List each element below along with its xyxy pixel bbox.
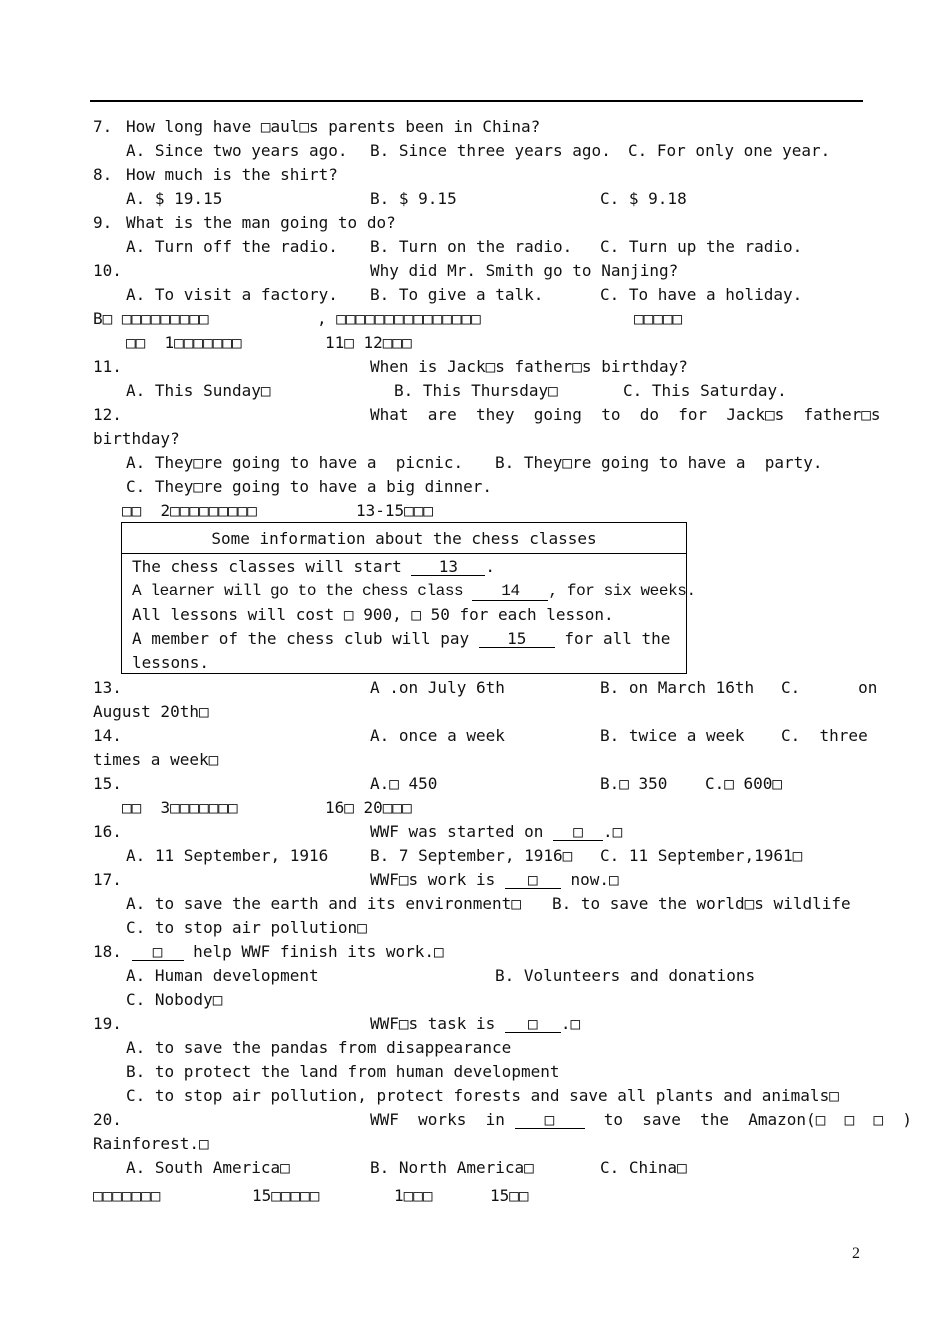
chess-line-1-end: . bbox=[485, 557, 495, 576]
blank-15: 15 bbox=[479, 630, 555, 648]
q19-option-b: B. to protect the land from human development bbox=[126, 1062, 560, 1081]
q12-question: What are they going to do for Jack□s father□s bbox=[370, 405, 881, 424]
q12-option-c: C. They□re going to have a big dinner. bbox=[126, 477, 493, 496]
q12-option-b: B. They□re going to have a party. bbox=[495, 453, 823, 472]
q16-text: WWF was started on bbox=[370, 822, 554, 841]
q20-question bbox=[370, 1110, 912, 1130]
q14-option-c-cont: times a week□ bbox=[93, 750, 219, 769]
q18-option-a: A. Human development bbox=[126, 966, 319, 985]
dialogue-1-instruction: □□ 1□□□□□□□ bbox=[126, 333, 242, 352]
chess-line-4-end: for all the bbox=[554, 629, 671, 648]
q17-option-c: C. to stop air pollution□ bbox=[126, 918, 367, 937]
q19-text: WWF□s task is bbox=[370, 1014, 505, 1033]
q8-option-a: A. $ 19.15 bbox=[126, 189, 223, 208]
q19-number: 19. bbox=[93, 1014, 122, 1033]
q15-option-c: C.□ 600□ bbox=[705, 774, 783, 793]
q17-blank: □ bbox=[505, 871, 561, 889]
dialogue-2-instruction: □□ 2□□□□□□□□□ bbox=[122, 501, 257, 520]
part-b-heading-3: □□□□□ bbox=[634, 309, 683, 328]
q20-end: to save the Amazon(□ □ □ ) bbox=[584, 1110, 913, 1129]
q11-question: When is Jack□s father□s birthday? bbox=[370, 357, 688, 376]
q19-option-a: A. to save the pandas from disappearance bbox=[126, 1038, 512, 1057]
q10-option-a: A. To visit a factory. bbox=[126, 285, 338, 304]
chess-line-4-text: A member of the chess club will pay bbox=[132, 629, 479, 648]
q15-option-a: A.□ 450 bbox=[370, 774, 438, 793]
q7-number: 7. bbox=[93, 117, 113, 136]
q8-option-b: B. $ 9.15 bbox=[370, 189, 457, 208]
q12-option-a: A. They□re going to have a picnic. bbox=[126, 453, 464, 472]
q20-number: 20. bbox=[93, 1110, 122, 1129]
q13-number: 13. bbox=[93, 678, 122, 697]
dialogue-1-range: 11□ 12□□□ bbox=[325, 333, 412, 352]
dialogue-2-range: 13-15□□□ bbox=[356, 501, 434, 520]
chess-info-line-3: All lessons will cost □ 900, □ 50 for each lesson. bbox=[132, 605, 614, 624]
q14-number: 14. bbox=[93, 726, 122, 745]
q19-blank: □ bbox=[505, 1015, 561, 1033]
q11-option-b: B. This Thursday□ bbox=[394, 381, 558, 400]
q10-number: 10. bbox=[93, 261, 122, 280]
q7-option-c: C. For only one year. bbox=[628, 141, 831, 160]
q19-end: .□ bbox=[560, 1014, 581, 1033]
q9-number: 9. bbox=[93, 213, 113, 232]
q10-option-c: C. To have a holiday. bbox=[600, 285, 803, 304]
q17-option-a: A. to save the earth and its environment□ bbox=[126, 894, 521, 913]
q8-option-c: C. $ 9.18 bbox=[600, 189, 687, 208]
chess-info-line-2 bbox=[132, 581, 696, 601]
q14-option-b: B. twice a week bbox=[600, 726, 745, 745]
q12-question-cont: birthday? bbox=[93, 429, 180, 448]
q17-option-b: B. to save the world□s wildlife bbox=[552, 894, 851, 913]
q17-end: now.□ bbox=[560, 870, 619, 889]
part-b-heading-1: B□ □□□□□□□□□ bbox=[93, 309, 209, 328]
q13-option-c: C. on bbox=[781, 678, 878, 697]
q16-number: 16. bbox=[93, 822, 122, 841]
q18-text: help WWF finish its work.□ bbox=[183, 942, 444, 961]
q15-option-b: B.□ 350 bbox=[600, 774, 668, 793]
chess-info-title: Some information about the chess classes bbox=[122, 523, 686, 554]
blank-13: 13 bbox=[411, 558, 485, 576]
chess-info-line-5: lessons. bbox=[132, 653, 210, 672]
chess-line-2-text: A learner will go to the chess class bbox=[132, 582, 473, 600]
q8-number: 8. bbox=[93, 165, 113, 184]
q16-option-c: C. 11 September,1961□ bbox=[600, 846, 803, 865]
q12-number: 12. bbox=[93, 405, 122, 424]
section-heading-4: 15□□ bbox=[490, 1186, 529, 1205]
q8-question: How much is the shirt? bbox=[126, 165, 338, 184]
q15-number: 15. bbox=[93, 774, 122, 793]
dialogue-3-range: 16□ 20□□□ bbox=[325, 798, 412, 817]
q16-option-a: A. 11 September, 1916 bbox=[126, 846, 329, 865]
q16-blank: □ bbox=[553, 823, 603, 841]
q14-option-a: A. once a week bbox=[370, 726, 505, 745]
q13-option-a: A .on July 6th bbox=[370, 678, 505, 697]
page-number: 2 bbox=[852, 1245, 860, 1262]
q9-option-c: C. Turn up the radio. bbox=[600, 237, 803, 256]
q7-question: How long have □aul□s parents been in China? bbox=[126, 117, 541, 136]
q20-option-b: B. North America□ bbox=[370, 1158, 534, 1177]
q13-option-b: B. on March 16th bbox=[600, 678, 755, 697]
q13-option-c-cont: August 20th□ bbox=[93, 702, 209, 721]
q11-option-c: C. This Saturday. bbox=[623, 381, 787, 400]
q19-question bbox=[370, 1014, 580, 1034]
chess-info-line-4 bbox=[132, 629, 670, 649]
header-rule bbox=[90, 100, 863, 102]
chess-line-1-text: The chess classes will start bbox=[132, 557, 412, 576]
section-heading-3: 1□□□ bbox=[394, 1186, 433, 1205]
q10-question: Why did Mr. Smith go to Nanjing? bbox=[370, 261, 679, 280]
q18-option-b: B. Volunteers and donations bbox=[495, 966, 756, 985]
q20-text: WWF works in bbox=[370, 1110, 515, 1129]
q14-option-c: C. three bbox=[781, 726, 868, 745]
q18-option-c: C. Nobody□ bbox=[126, 990, 223, 1009]
q18-number: 18. bbox=[93, 942, 122, 961]
q17-question bbox=[370, 870, 619, 890]
chess-line-2-end: , for six weeks. bbox=[548, 582, 696, 600]
q16-end: .□ bbox=[603, 822, 623, 841]
q19-option-c: C. to stop air pollution, protect forests and save all plants and animals□ bbox=[126, 1086, 839, 1105]
q11-number: 11. bbox=[93, 357, 122, 376]
section-heading-2: 15□□□□□ bbox=[252, 1186, 320, 1205]
q10-option-b: B. To give a talk. bbox=[370, 285, 544, 304]
q18-blank: □ bbox=[132, 943, 184, 961]
q16-option-b: B. 7 September, 1916□ bbox=[370, 846, 573, 865]
q17-text: WWF□s work is bbox=[370, 870, 505, 889]
part-b-heading-2: , □□□□□□□□□□□□□□□ bbox=[317, 309, 481, 328]
q20-blank: □ bbox=[515, 1111, 585, 1129]
section-heading-1: □□□□□□□ bbox=[93, 1186, 161, 1205]
blank-14: 14 bbox=[472, 583, 548, 601]
q9-option-b: B. Turn on the radio. bbox=[370, 237, 573, 256]
q20-option-c: C. China□ bbox=[600, 1158, 687, 1177]
q9-question: What is the man going to do? bbox=[126, 213, 396, 232]
q9-option-a: A. Turn off the radio. bbox=[126, 237, 338, 256]
dialogue-3-instruction: □□ 3□□□□□□□ bbox=[122, 798, 238, 817]
q7-option-b: B. Since three years ago. bbox=[370, 141, 611, 160]
q18-question bbox=[93, 942, 444, 962]
q16-question bbox=[370, 822, 622, 842]
chess-info-line-1 bbox=[132, 557, 495, 577]
q20-option-a: A. South America□ bbox=[126, 1158, 290, 1177]
q17-number: 17. bbox=[93, 870, 122, 889]
q20-question-cont: Rainforest.□ bbox=[93, 1134, 209, 1153]
q11-option-a: A. This Sunday□ bbox=[126, 381, 271, 400]
q7-option-a: A. Since two years ago. bbox=[126, 141, 348, 160]
